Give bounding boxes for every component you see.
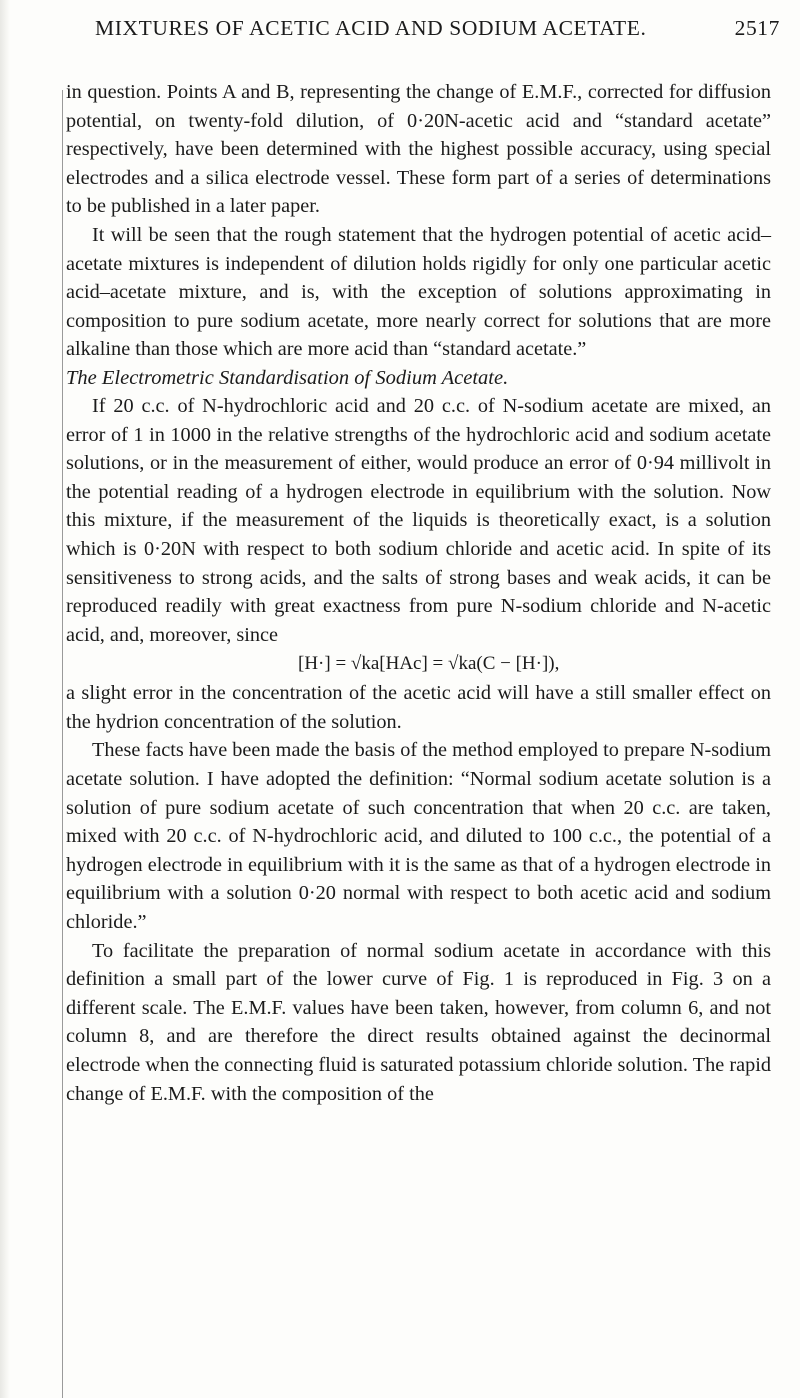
paragraph-dilution: It will be seen that the rough statement that the hydrogen potential of acetic acid–acetate mixtures is independent of dilution holds rigidly for only one particular acetic acid–acetate mixture, and is, with the exception of solutions approximating in composition to pure sodium acetate, more nearly correct for solutions that are more alkaline than those which are more acid than “standard acetate.”: [66, 223, 771, 361]
running-header: [95, 8, 780, 48]
running-title: MIXTURES OF ACETIC ACID AND SODIUM ACETATE.: [95, 15, 647, 40]
paragraph-continued: in question. Points A and B, representing the change of E.M.F., corrected for diffusion potential, on twenty-fold dilution, of 0·20N-acetic acid and “standard acetate” respectively, have been determined with the highest possible accuracy, using special electrodes and a silica electrode vessel. These form part of a series of determinations to be published in a later paper.: [66, 81, 771, 218]
paragraph-definition: These facts have been made the basis of the method employed to prepare N-sodium acetate solution. I have adopted the definition: “Normal sodium acetate solution is a solution of pure sodium acetate of such concentration that when 20 c.c. are taken, mixed with 20 c.c. of N-hydrochloric acid, and diluted to 100 c.c., the potential of a hydrogen electrode in equilibrium with it is the same as that of a hydrogen electrode in equilibrium with a solution 0·20 normal with respect to both acetic acid and sodium chloride.”: [66, 739, 771, 934]
section-title: The Electrometric Standardisation of Sodium Acetate.: [66, 366, 509, 389]
page-number: 2517: [734, 15, 780, 40]
page-edge-shadow: [0, 0, 10, 1398]
paragraph-figure-reference: To facilitate the preparation of normal sodium acetate in accordance with this definition a small part of the lower curve of Fig. 1 is reproduced in Fig. 3 on a different scale. The E.M.F. values have been taken, however, from column 6, and not column 8, and are therefore the direct results obtained against the decinormal electrode when the connecting fluid is saturated potassium chloride solution. The rapid change of E.M.F. with the composition of the: [66, 939, 771, 1105]
paragraph-error-analysis: If 20 c.c. of N-hydrochloric acid and 20 c.c. of N-sodium acetate are mixed, an error of 1 in 1000 in the relative strengths of the hydrochloric acid and sodium acetate solutions, or in the measurement of either, would produce an error of 0·94 millivolt in the potential reading of a hydrogen electrode in equilibrium with the solution. Now this mixture, if the measurement of the liquids is theoretically exact, is a solution which is 0·20N with respect to both sodium chloride and acetic acid. In spite of its sensitiveness to strong acids, and the salts of strong bases and weak acids, it can be reproduced readily with great exactness from pure N-sodium chloride and N-acetic acid, and, moreover, since: [66, 394, 771, 646]
binding-gutter-line: [62, 90, 63, 1398]
paragraph-slight-error: a slight error in the concentration of the acetic acid will have a still smaller effect on the hydrion concentration of the solution.: [66, 682, 771, 733]
body-text: [66, 78, 771, 1108]
hydrion-formula: [H·] = √ka[HAc] = √ka(C − [H·]),: [298, 653, 560, 675]
